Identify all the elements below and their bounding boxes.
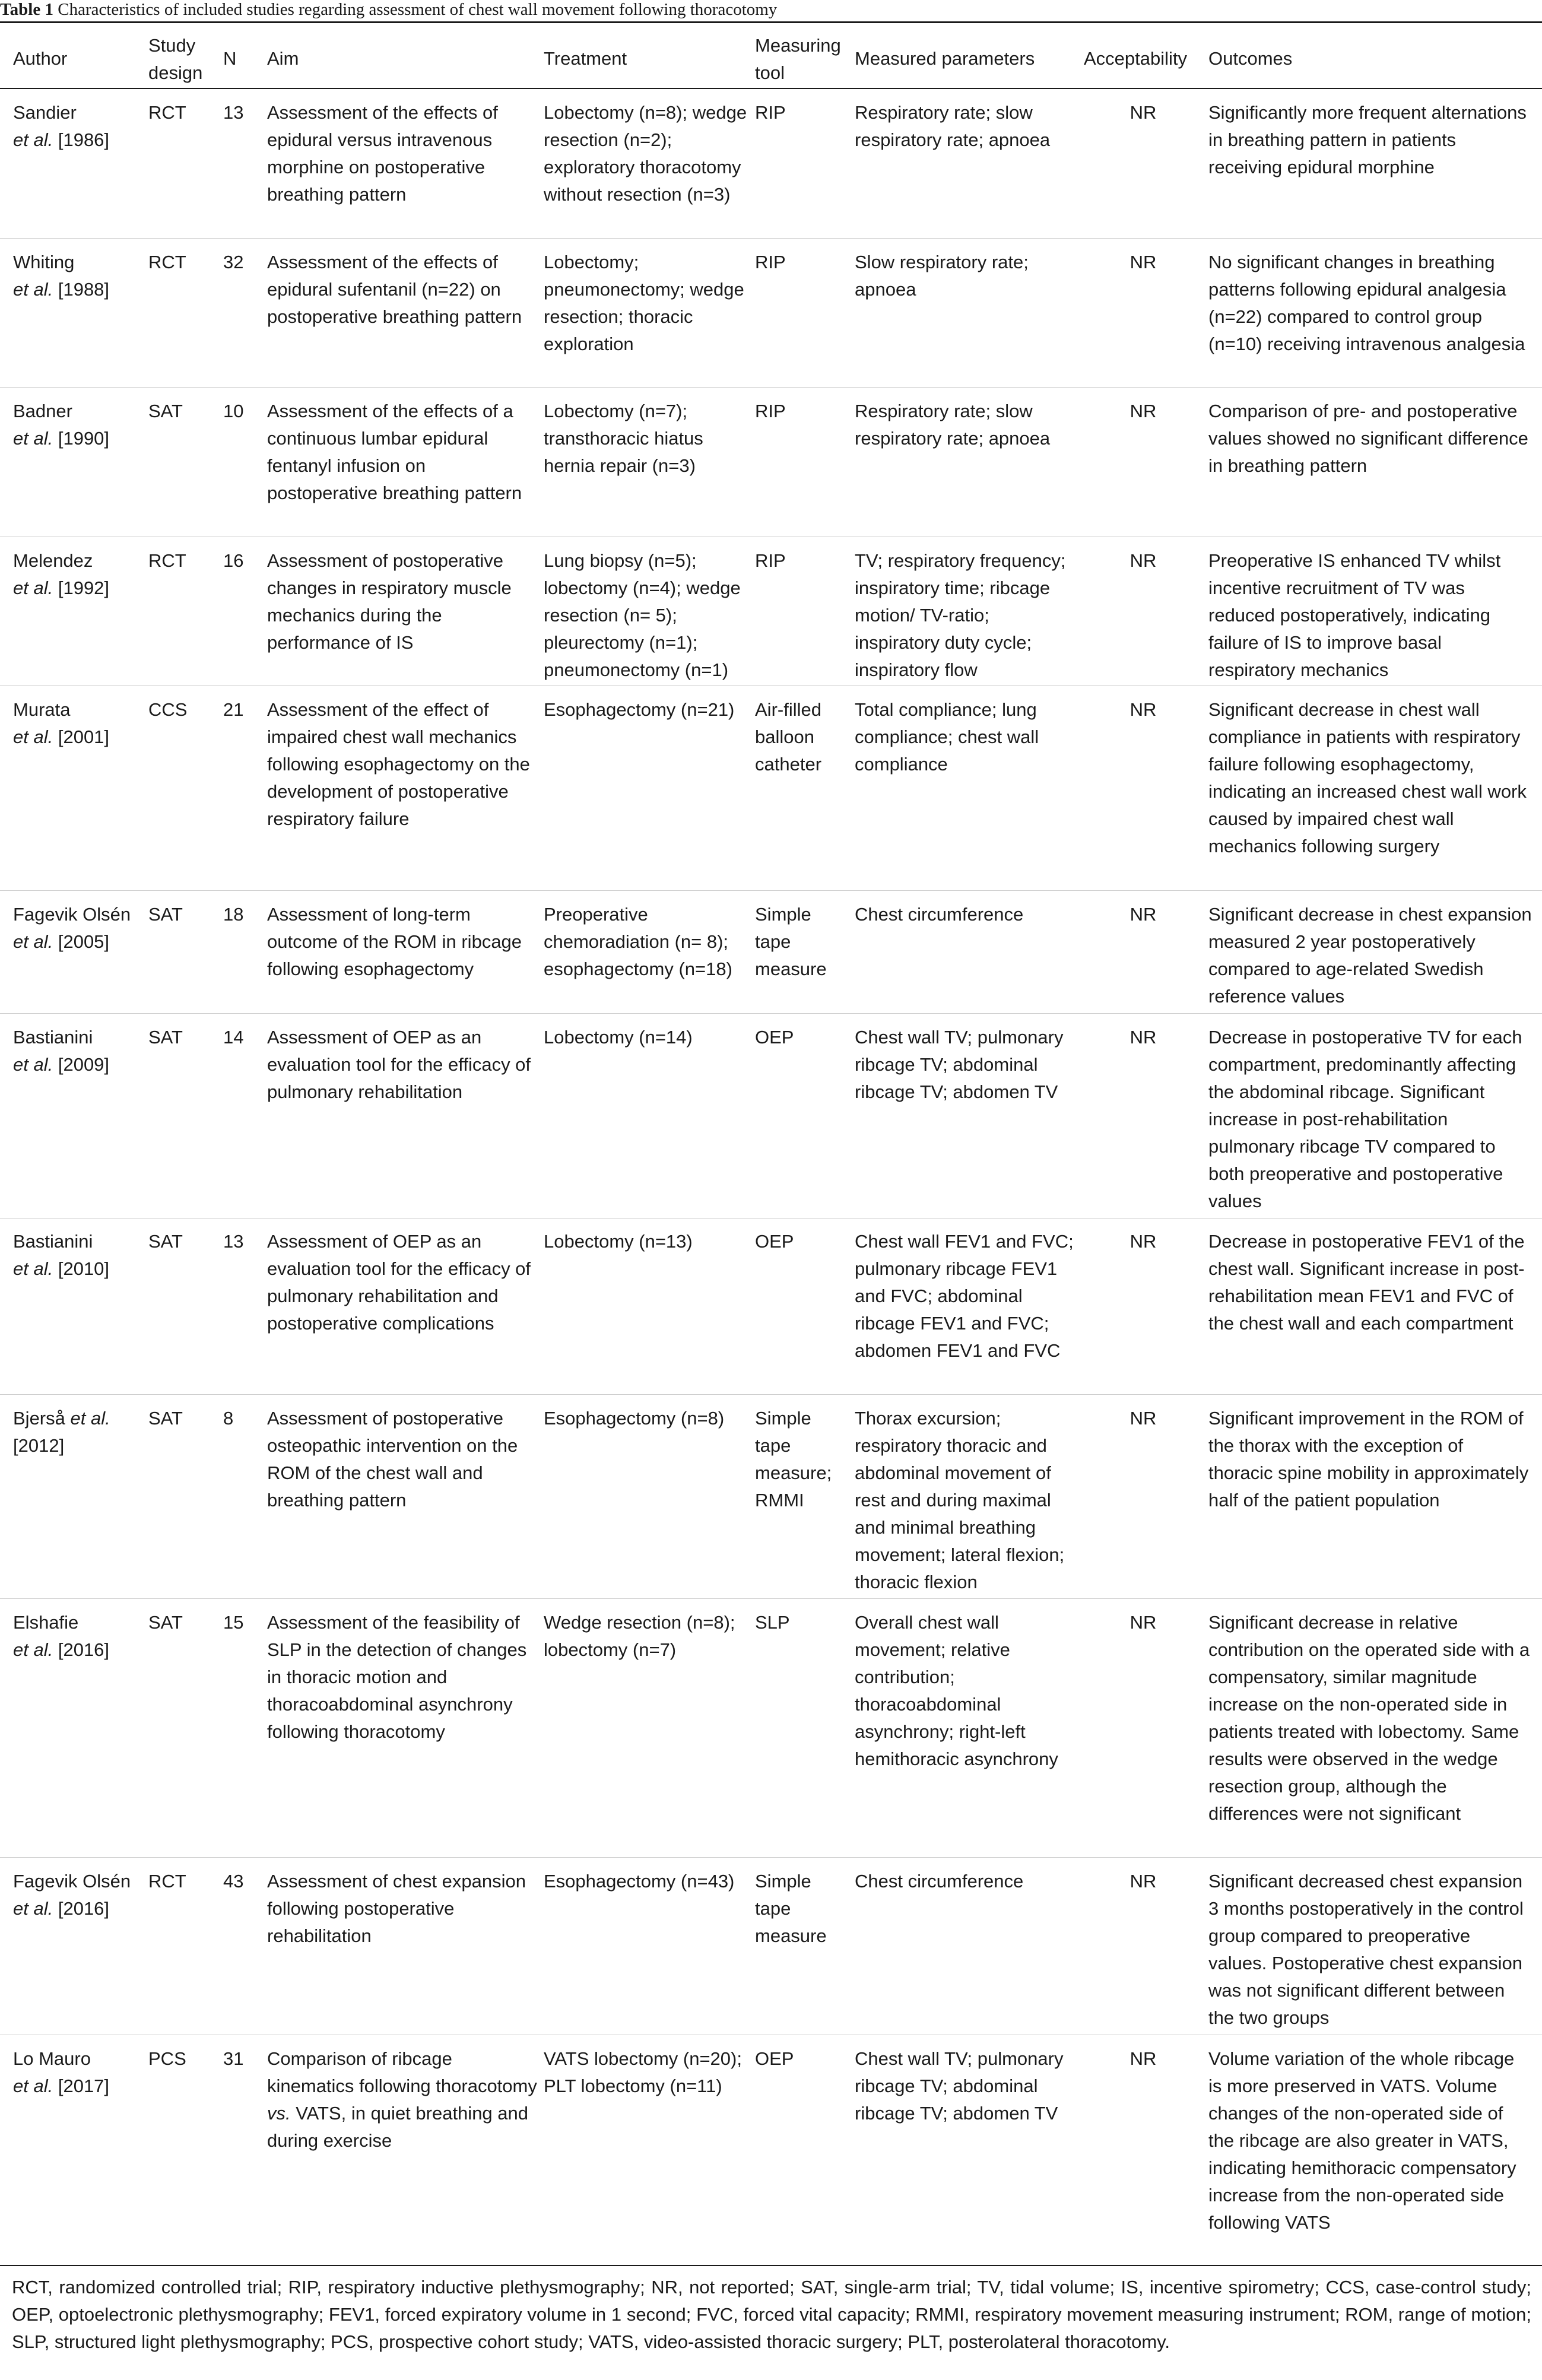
cell-measuring-tool: Simple tape measure bbox=[755, 1871, 827, 1946]
cell-acceptability: NR bbox=[1129, 904, 1157, 925]
header-aim: Aim bbox=[267, 48, 299, 69]
cell-author: Melendez et al. [1992] bbox=[13, 550, 110, 598]
cell-acceptability: NR bbox=[1129, 401, 1157, 421]
cell-author: Lo Mauro et al. [2017] bbox=[13, 2048, 110, 2096]
header-outcomes: Outcomes bbox=[1208, 48, 1293, 69]
cell-treatment: Lobectomy (n=14) bbox=[544, 1027, 693, 1048]
cell-measuring-tool: OEP bbox=[755, 2048, 794, 2069]
cell-measuring-tool: RIP bbox=[755, 401, 786, 421]
cell-measuring-tool: SLP bbox=[755, 1612, 790, 1633]
cell-study-design: PCS bbox=[148, 2048, 186, 2069]
cell-aim: Assessment of long-term outcome of the ROM in ribcage following esophagectomy bbox=[267, 904, 522, 979]
row-divider bbox=[0, 1598, 1542, 1599]
cell-author: Whiting et al. [1988] bbox=[13, 252, 110, 300]
cell-n: 18 bbox=[223, 904, 244, 925]
cell-n: 13 bbox=[223, 1231, 244, 1252]
cell-author: Murata et al. [2001] bbox=[13, 699, 110, 747]
cell-outcomes: Preoperative IS enhanced TV whilst incentive recruitment of TV was reduced postoperatively, indicating failure of IS to improve basal respiratory mechanics bbox=[1208, 550, 1501, 680]
cell-study-design: RCT bbox=[148, 252, 186, 272]
cell-acceptability: NR bbox=[1129, 1231, 1157, 1252]
cell-measured-parameters: Chest wall FEV1 and FVC; pulmonary ribcage FEV1 and FVC; abdominal ribcage FEV1 and FVC; abdomen FEV1 and FVC bbox=[855, 1231, 1074, 1361]
cell-outcomes: Significantly more frequent alternations in breathing pattern in patients receiving epidural morphine bbox=[1208, 102, 1527, 177]
cell-aim: Assessment of the effects of epidural versus intravenous morphine on postoperative breathing pattern bbox=[267, 102, 498, 205]
cell-acceptability: NR bbox=[1129, 550, 1157, 571]
cell-outcomes: Significant improvement in the ROM of the thorax with the exception of thoracic spine mobility in approximately half of the patient population bbox=[1208, 1408, 1529, 1510]
header-rule bbox=[0, 88, 1542, 89]
cell-measured-parameters: Chest wall TV; pulmonary ribcage TV; abdominal ribcage TV; abdomen TV bbox=[855, 1027, 1064, 1102]
cell-acceptability: NR bbox=[1129, 1612, 1157, 1633]
cell-treatment: Wedge resection (n=8); lobectomy (n=7) bbox=[544, 1612, 735, 1660]
cell-study-design: RCT bbox=[148, 1871, 186, 1892]
cell-acceptability: NR bbox=[1129, 2048, 1157, 2069]
cell-n: 10 bbox=[223, 401, 244, 421]
cell-aim: Assessment of postoperative osteopathic intervention on the ROM of the chest wall and breathing pattern bbox=[267, 1408, 518, 1510]
table-caption-label: Table 1 bbox=[0, 0, 53, 19]
cell-measuring-tool: RIP bbox=[755, 102, 786, 123]
cell-study-design: SAT bbox=[148, 1231, 183, 1252]
cell-measured-parameters: Slow respiratory rate; apnoea bbox=[855, 252, 1029, 300]
cell-n: 21 bbox=[223, 699, 244, 720]
cell-outcomes: Significant decrease in chest expansion measured 2 year postoperatively compared to age-related Swedish reference values bbox=[1208, 904, 1532, 1007]
row-divider bbox=[0, 890, 1542, 891]
cell-acceptability: NR bbox=[1129, 1027, 1157, 1048]
table-caption bbox=[0, 0, 1542, 19]
cell-outcomes: Significant decreased chest expansion 3 months postoperatively in the control group compared to preoperative values. Postoperative chest expansion was not significant different between the two groups bbox=[1208, 1871, 1524, 2028]
cell-measuring-tool: Simple tape measure; RMMI bbox=[755, 1408, 832, 1510]
cell-treatment: Esophagectomy (n=43) bbox=[544, 1871, 735, 1892]
header-acceptability: Acceptability bbox=[1084, 48, 1188, 69]
cell-author: Bjerså et al. [2012] bbox=[13, 1408, 110, 1456]
cell-measured-parameters: Overall chest wall movement; relative contribution; thoracoabdominal asynchrony; right-left hemithoracic asynchrony bbox=[855, 1612, 1058, 1769]
cell-aim: Assessment of OEP as an evaluation tool for the efficacy of pulmonary rehabilitation and postoperative complications bbox=[267, 1231, 531, 1334]
cell-measuring-tool: RIP bbox=[755, 252, 786, 272]
cell-author: Elshafie et al. [2016] bbox=[13, 1612, 110, 1660]
cell-aim: Assessment of the effects of a continuous lumbar epidural fentanyl infusion on postoperative breathing pattern bbox=[267, 401, 522, 503]
cell-n: 13 bbox=[223, 102, 244, 123]
cell-measuring-tool: OEP bbox=[755, 1027, 794, 1048]
cell-measuring-tool: Air-filled balloon catheter bbox=[755, 699, 822, 775]
cell-study-design: RCT bbox=[148, 550, 186, 571]
row-divider bbox=[0, 238, 1542, 239]
cell-acceptability: NR bbox=[1129, 1408, 1157, 1429]
cell-n: 43 bbox=[223, 1871, 244, 1892]
cell-n: 31 bbox=[223, 2048, 244, 2069]
row-divider bbox=[0, 1013, 1542, 1014]
header-n: N bbox=[223, 48, 237, 69]
cell-n: 8 bbox=[223, 1408, 234, 1429]
row-divider bbox=[0, 1394, 1542, 1395]
cell-treatment: Lobectomy (n=8); wedge resection (n=2); exploratory thoracotomy without resection (n=3) bbox=[544, 102, 747, 205]
cell-treatment: Preoperative chemoradiation (n= 8); esophagectomy (n=18) bbox=[544, 904, 732, 979]
cell-study-design: SAT bbox=[148, 1027, 183, 1048]
cell-acceptability: NR bbox=[1129, 252, 1157, 272]
cell-outcomes: No significant changes in breathing patterns following epidural analgesia (n=22) compared to control group (n=10) receiving intravenous analgesia bbox=[1208, 252, 1525, 354]
cell-n: 15 bbox=[223, 1612, 244, 1633]
header-measured-parameters: Measured parameters bbox=[855, 48, 1035, 69]
cell-n: 14 bbox=[223, 1027, 244, 1048]
cell-acceptability: NR bbox=[1129, 699, 1157, 720]
table-bottom-rule bbox=[0, 2265, 1542, 2266]
cell-n: 32 bbox=[223, 252, 244, 272]
cell-measured-parameters: TV; respiratory frequency; inspiratory time; ribcage motion/ TV-ratio; inspiratory duty cycle; inspiratory flow bbox=[855, 550, 1066, 680]
cell-aim: Assessment of the feasibility of SLP in the detection of changes in thoracic motion and thoracoabdominal asynchrony following thoracotomy bbox=[267, 1612, 527, 1742]
cell-n: 16 bbox=[223, 550, 244, 571]
cell-measured-parameters: Total compliance; lung compliance; chest wall compliance bbox=[855, 699, 1039, 775]
cell-author: Bastianini et al. [2010] bbox=[13, 1231, 110, 1279]
cell-measured-parameters: Chest wall TV; pulmonary ribcage TV; abdominal ribcage TV; abdomen TV bbox=[855, 2048, 1064, 2124]
cell-study-design: SAT bbox=[148, 1612, 183, 1633]
cell-treatment: Lobectomy (n=13) bbox=[544, 1231, 693, 1252]
table-footnote: RCT, randomized controlled trial; RIP, respiratory inductive plethysmography; NR, not reported; SAT, single-arm trial; TV, tidal volume; IS, incentive spirometry; CCS, case-control study; OEP, optoelectronic plethysmography; FEV1, forced expiratory volume in 1 second; FVC, forced vital capacity; RMMI, respiratory movement measuring instrument; ROM, range of motion; SLP, structured light plethysmography; PCS, prospective cohort study; VATS, video-assisted thoracic surgery; PLT, posterolateral thoracotomy. bbox=[12, 2277, 1531, 2352]
cell-study-design: RCT bbox=[148, 102, 186, 123]
cell-study-design: CCS bbox=[148, 699, 188, 720]
cell-author: Bastianini et al. [2009] bbox=[13, 1027, 110, 1075]
cell-aim: Assessment of OEP as an evaluation tool for the efficacy of pulmonary rehabilitation bbox=[267, 1027, 531, 1102]
cell-treatment: Lobectomy (n=7); transthoracic hiatus hernia repair (n=3) bbox=[544, 401, 703, 476]
cell-measured-parameters: Respiratory rate; slow respiratory rate; apnoea bbox=[855, 401, 1051, 449]
cell-study-design: SAT bbox=[148, 904, 183, 925]
cell-aim: Assessment of chest expansion following postoperative rehabilitation bbox=[267, 1871, 526, 1946]
cell-outcomes: Significant decrease in chest wall compliance in patients with respiratory failure following esophagectomy, indicating an increased chest wall work caused by impaired chest wall mechanics following surgery bbox=[1208, 699, 1527, 856]
cell-measured-parameters: Respiratory rate; slow respiratory rate; apnoea bbox=[855, 102, 1051, 150]
header-author: Author bbox=[13, 48, 68, 69]
cell-treatment: Lobectomy; pneumonectomy; wedge resection; thoracic exploration bbox=[544, 252, 744, 354]
cell-author: Sandier et al. [1986] bbox=[13, 102, 110, 150]
header-measuring-tool: Measuring tool bbox=[755, 35, 841, 83]
cell-measured-parameters: Chest circumference bbox=[855, 1871, 1024, 1892]
cell-outcomes: Significant decrease in relative contribution on the operated side with a compensatory, similar magnitude increase on the non-operated side in patients treated with lobectomy. Same results were observed in the wedge resection group, although the differences were not significant bbox=[1208, 1612, 1530, 1824]
cell-measuring-tool: OEP bbox=[755, 1231, 794, 1252]
cell-aim: Assessment of postoperative changes in respiratory muscle mechanics during the performance of IS bbox=[267, 550, 512, 653]
cell-study-design: SAT bbox=[148, 1408, 183, 1429]
table-top-rule bbox=[0, 21, 1542, 23]
cell-author: Fagevik Olsén et al. [2005] bbox=[13, 904, 131, 952]
cell-measuring-tool: RIP bbox=[755, 550, 786, 571]
row-divider bbox=[0, 387, 1542, 388]
cell-outcomes: Volume variation of the whole ribcage is more preserved in VATS. Volume changes of the non-operated side of the ribcage are also greater in VATS, indicating hemithoracic compensatory increase from the non-operated side following VATS bbox=[1208, 2048, 1516, 2233]
cell-treatment: Lung biopsy (n=5); lobectomy (n=4); wedge resection (n= 5); pleurectomy (n=1); pneumonectomy (n=1) bbox=[544, 550, 741, 680]
cell-outcomes: Decrease in postoperative TV for each compartment, predominantly affecting the abdominal ribcage. Significant increase in post-rehabilitation pulmonary ribcage TV compared to both preoperative and postoperative values bbox=[1208, 1027, 1522, 1211]
cell-acceptability: NR bbox=[1129, 102, 1157, 123]
cell-treatment: Esophagectomy (n=8) bbox=[544, 1408, 725, 1429]
cell-aim: Assessment of the effect of impaired chest wall mechanics following esophagectomy on the development of postoperative respiratory failure bbox=[267, 699, 530, 829]
cell-aim: Assessment of the effects of epidural sufentanil (n=22) on postoperative breathing pattern bbox=[267, 252, 522, 327]
cell-measured-parameters: Thorax excursion; respiratory thoracic and abdominal movement of rest and during maximal and minimal breathing movement; lateral flexion; thoracic flexion bbox=[855, 1408, 1065, 1592]
cell-author: Fagevik Olsén et al. [2016] bbox=[13, 1871, 131, 1919]
cell-treatment: Esophagectomy (n=21) bbox=[544, 699, 735, 720]
cell-aim: Comparison of ribcage kinematics following thoracotomy vs. VATS, in quiet breathing and during exercise bbox=[267, 2048, 537, 2151]
cell-outcomes: Decrease in postoperative FEV1 of the chest wall. Significant increase in post-rehabilitation mean FEV1 and FVC of the chest wall and each compartment bbox=[1208, 1231, 1525, 1334]
cell-measured-parameters: Chest circumference bbox=[855, 904, 1024, 925]
row-divider bbox=[0, 1857, 1542, 1858]
header-treatment: Treatment bbox=[544, 48, 627, 69]
cell-study-design: SAT bbox=[148, 401, 183, 421]
cell-treatment: VATS lobectomy (n=20); PLT lobectomy (n=11) bbox=[544, 2048, 742, 2096]
cell-author: Badner et al. [1990] bbox=[13, 401, 110, 449]
table-caption-text: Characteristics of included studies regarding assessment of chest wall movement following thoracotomy bbox=[58, 0, 778, 19]
cell-measuring-tool: Simple tape measure bbox=[755, 904, 827, 979]
cell-outcomes: Comparison of pre- and postoperative values showed no significant difference in breathing pattern bbox=[1208, 401, 1528, 476]
header-study-design: Study design bbox=[148, 35, 203, 83]
cell-acceptability: NR bbox=[1129, 1871, 1157, 1892]
